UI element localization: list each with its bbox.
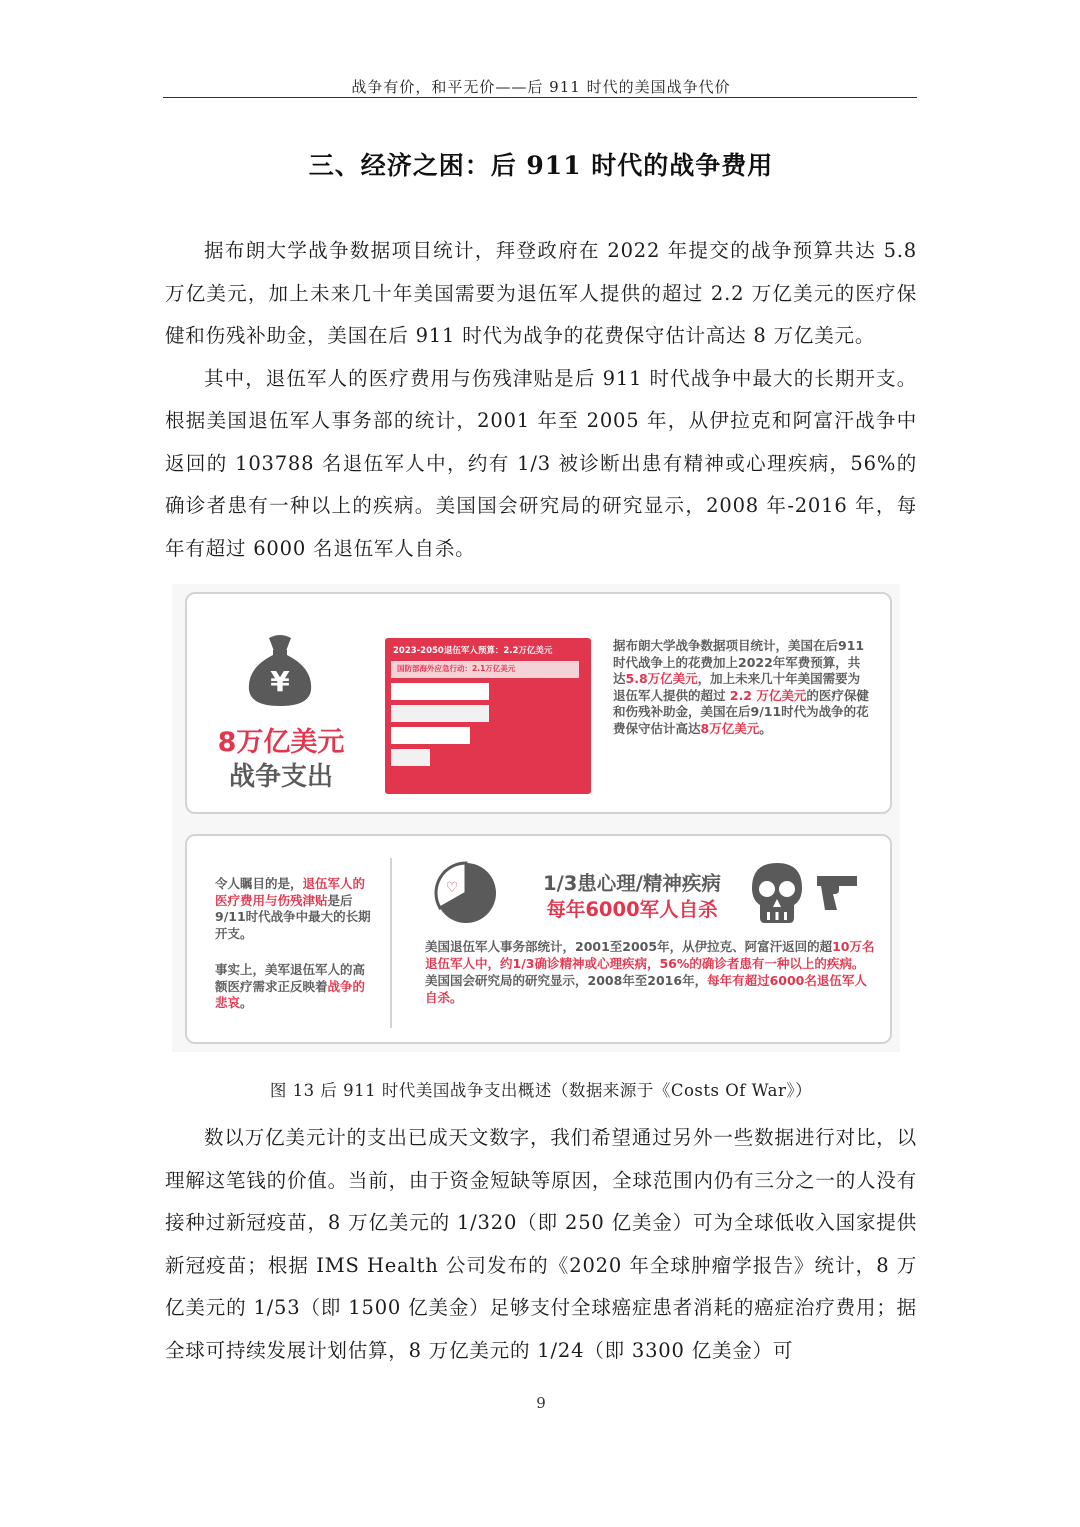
header-rule <box>163 97 917 98</box>
panel-divider <box>390 858 392 1028</box>
paragraph: 据布朗大学战争数据项目统计，拜登政府在 2022 年提交的战争预算共达 5.8 万亿美元，加上未来几十年美国需要为退伍军人提供的超过 2.2 万亿美元的医疗保健和伤残补助金，美国在后 911 时代为战争的花费保守估计高达 8 万亿美元。 <box>165 239 917 347</box>
figure-caption: 图 13 后 911 时代美国战争支出概述（数据来源于《Costs Of War》） <box>269 1081 813 1100</box>
chart-bar <box>391 749 430 766</box>
skull-icon <box>747 860 807 926</box>
veteran-cost-note: 令人瞩目的是，退伍军人的医疗费用与伤残津贴是后9/11时代战争中最大的长期开支。 <box>215 876 371 941</box>
svg-text:¥: ¥ <box>270 665 290 698</box>
chart-bar <box>391 683 489 700</box>
paragraph: 数以万亿美元计的支出已成天文数字，我们希望通过另外一些数据进行对比，以理解这笔钱的价值。当前，由于资金短缺等原因，全球范围内仍有三分之一的人没有接种过新冠疫苗，8 万亿美元的 1/320（即 250 亿美金）可为全球低收入国家提供新冠疫苗；根据 IMS Health 公司发布的《2020 年全球肿瘤学报告》统计，8 万亿美元的 1/53（即 1500 亿美金）足够支付全球癌症患者消耗的癌症治疗费用；据全球可持续发展计划估算，8 万亿美元的 1/24（即 3300 亿美金）可 <box>165 1126 917 1362</box>
chart-bar <box>391 705 489 722</box>
suicide-headline: 每年6000军人自杀 <box>546 898 718 921</box>
gun-icon <box>815 870 859 914</box>
veteran-budget-chart <box>385 638 591 794</box>
veteran-sorrow-note: 事实上，美军退伍军人的高额医疗需求正反映着战争的悲哀。 <box>215 962 366 1010</box>
infographic-panel-spending <box>185 592 892 814</box>
pie-chart-icon <box>433 860 499 926</box>
paragraph: 其中，退伍军人的医疗费用与伤残津贴是后 911 时代战争中最大的长期开支。根据美国退伍军人事务部的统计，2001 年至 2005 年，从伊拉克和阿富汗战争中返回的 103788 名退伍军人中，约有 1/3 被诊断出患有精神或心理疾病，56%的确诊者患有一种以上的疾病。美国国会研究局的研究显示，2008 年-2016 年，每年有超过 6000 名退伍军人自杀。 <box>165 366 917 560</box>
veteran-statistics-text: 美国退伍军人事务部统计，2001至2005年，从伊拉克、阿富汗返回的超10万名退伍军人中，约1/3确诊精神或心理疾病，56%的确诊者患有一种以上的疾病。美国国会研究局的研究显示，2008年至2016年，每年有超过6000名退伍军人自杀。 <box>425 939 875 1005</box>
infographic-figure <box>172 584 900 1052</box>
page-number: 9 <box>536 1394 546 1412</box>
chart-bar <box>391 727 470 744</box>
mental-illness-headline: 1/3患心理/精神疾病 <box>543 872 721 895</box>
body-text-top <box>165 230 917 570</box>
section-title: 三、经济之困：后 911 时代的战争费用 <box>308 151 774 180</box>
svg-text:♡: ♡ <box>445 880 459 896</box>
spending-summary-text: 据布朗大学战争数据项目统计，美国在后911时代战争上的花费加上2022年军费预算，共达5.8万亿美元，加上未来几十年美国需要为退伍军人提供的超过 2.2 万亿美元的医疗保健和伤残补助金，美国在后9/11时代为战争的花费保守估计高达8万亿美元。 <box>613 638 869 736</box>
chart-title: 2023-2050退伍军人预算：2.2万亿美元 <box>393 646 553 656</box>
money-bag-icon <box>243 632 317 708</box>
body-text-bottom <box>165 1117 917 1372</box>
running-header: 战争有价，和平无价——后 911 时代的美国战争代价 <box>351 78 731 96</box>
infographic-panel-veterans <box>185 834 892 1044</box>
chart-bar-label: 国防部海外应急行动：2.1万亿美元 <box>397 664 516 673</box>
chart-bar <box>391 661 579 678</box>
total-cost-label: 战争支出 <box>228 762 333 792</box>
total-cost-number: 8万亿美元 <box>217 727 345 758</box>
